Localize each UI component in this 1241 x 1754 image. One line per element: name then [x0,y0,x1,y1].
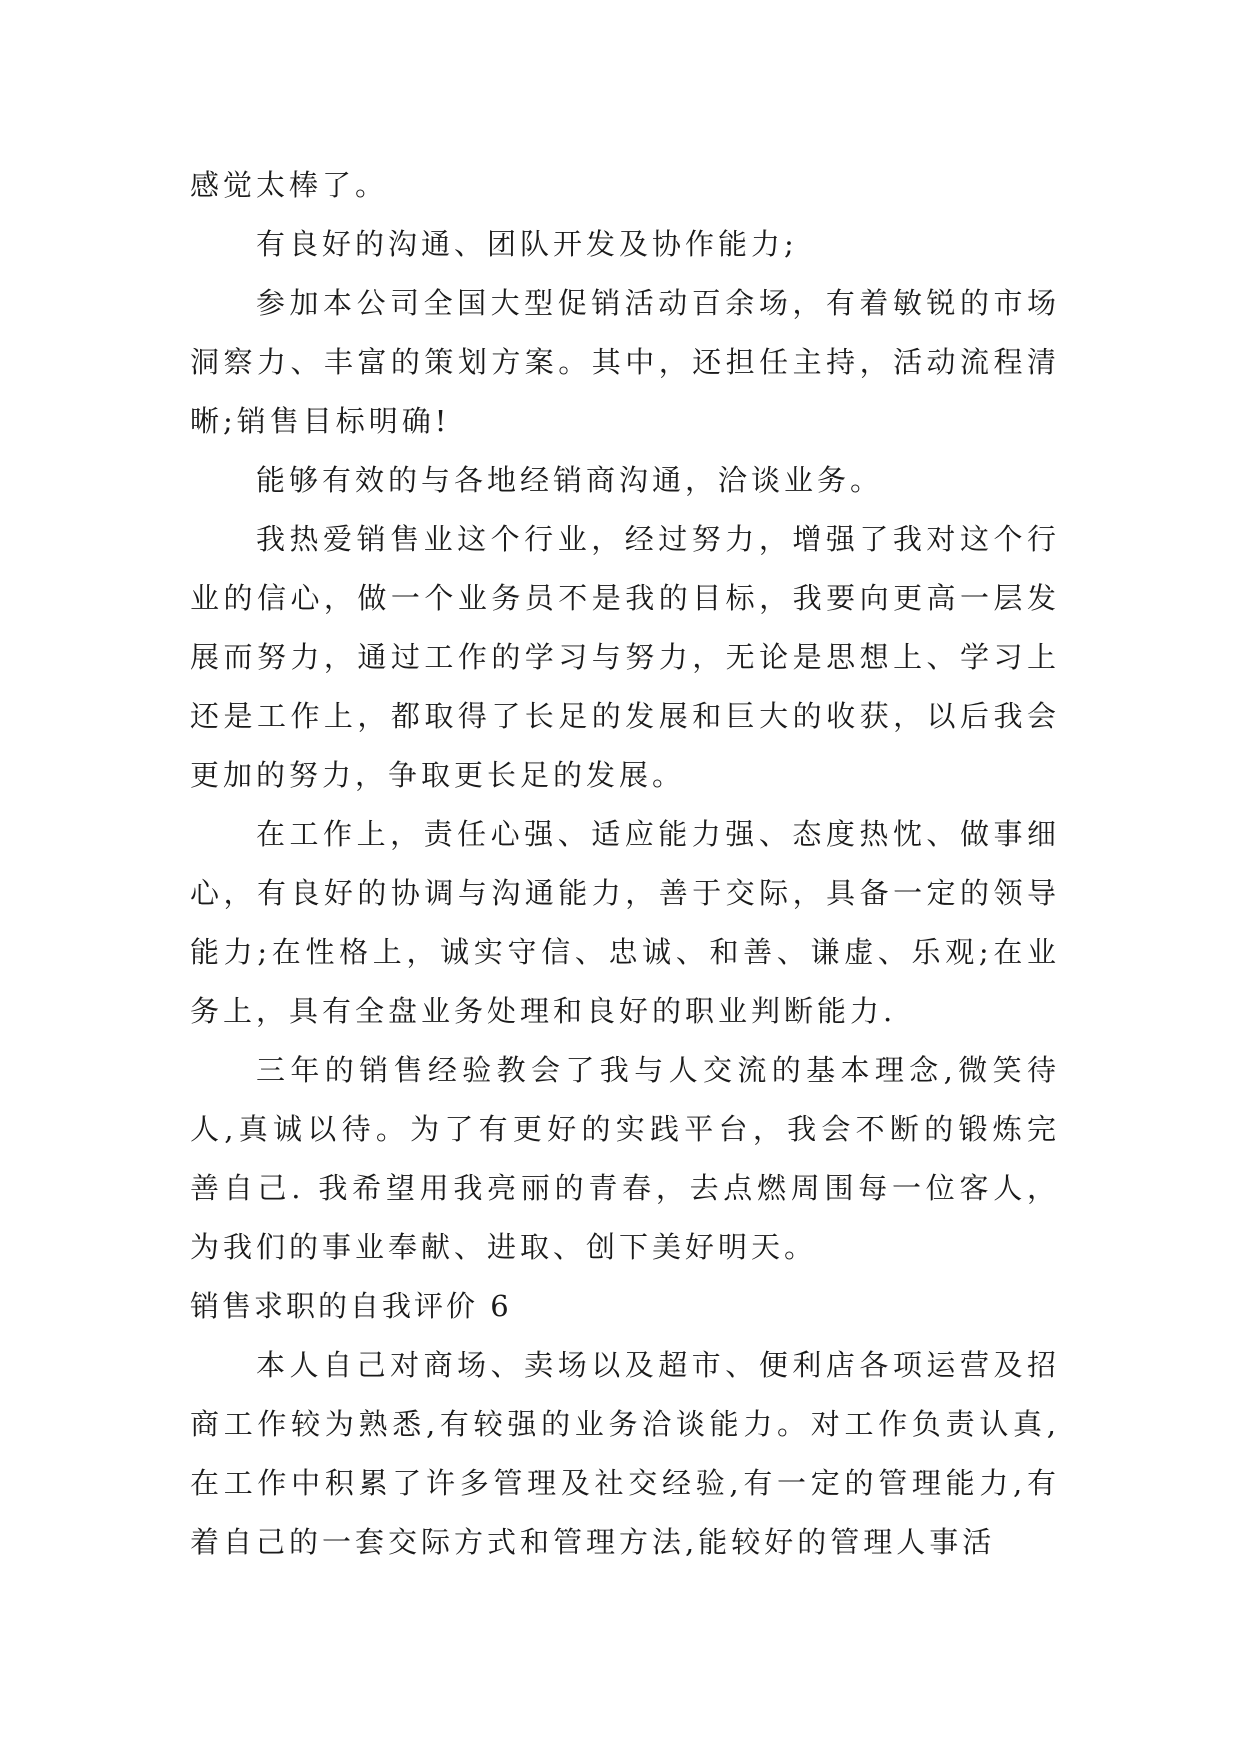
paragraph: 有良好的沟通、团队开发及协作能力; [256,227,798,261]
paragraph: 本人自己对商场、卖场以及超市、便利店各项运营及招商工作较为熟悉,有较强的业务洽谈能力。对工作负责认真,在工作中积累了许多管理及社交经验,有一定的管理能力,有着自己的一套交际方式和管理方法,能较好的管理人事活 [190,1348,1060,1559]
document-body [190,156,1060,1572]
paragraph: 三年的销售经验教会了我与人交流的基本理念,微笑待人,真诚以待。为了有更好的实践平台，我会不断的锻炼完善自己. 我希望用我亮丽的青春，去点燃周围每一位客人，为我们的事业奉献、进取、创下美好明天。 [190,1053,1060,1264]
paragraph: 我热爱销售业这个行业，经过努力，增强了我对这个行业的信心，做一个业务员不是我的目标，我要向更高一层发展而努力，通过工作的学习与努力，无论是思想上、学习上还是工作上，都取得了长足的发展和巨大的收获，以后我会更加的努力，争取更长足的发展。 [190,522,1060,792]
paragraph: 在工作上，责任心强、适应能力强、态度热忱、做事细心，有良好的协调与沟通能力，善于交际，具备一定的领导能力;在性格上，诚实守信、忠诚、和善、谦虚、乐观;在业务上，具有全盘业务处理和良好的职业判断能力. [190,817,1060,1028]
paragraph-continuation: 感觉太棒了。 [190,168,389,202]
paragraph: 能够有效的与各地经销商沟通，洽谈业务。 [256,463,884,497]
section-heading: 销售求职的自我评价 6 [190,1289,512,1323]
paragraph: 参加本公司全国大型促销活动百余场，有着敏锐的市场洞察力、丰富的策划方案。其中，还担任主持，活动流程清晰;销售目标明确! [190,286,1060,438]
